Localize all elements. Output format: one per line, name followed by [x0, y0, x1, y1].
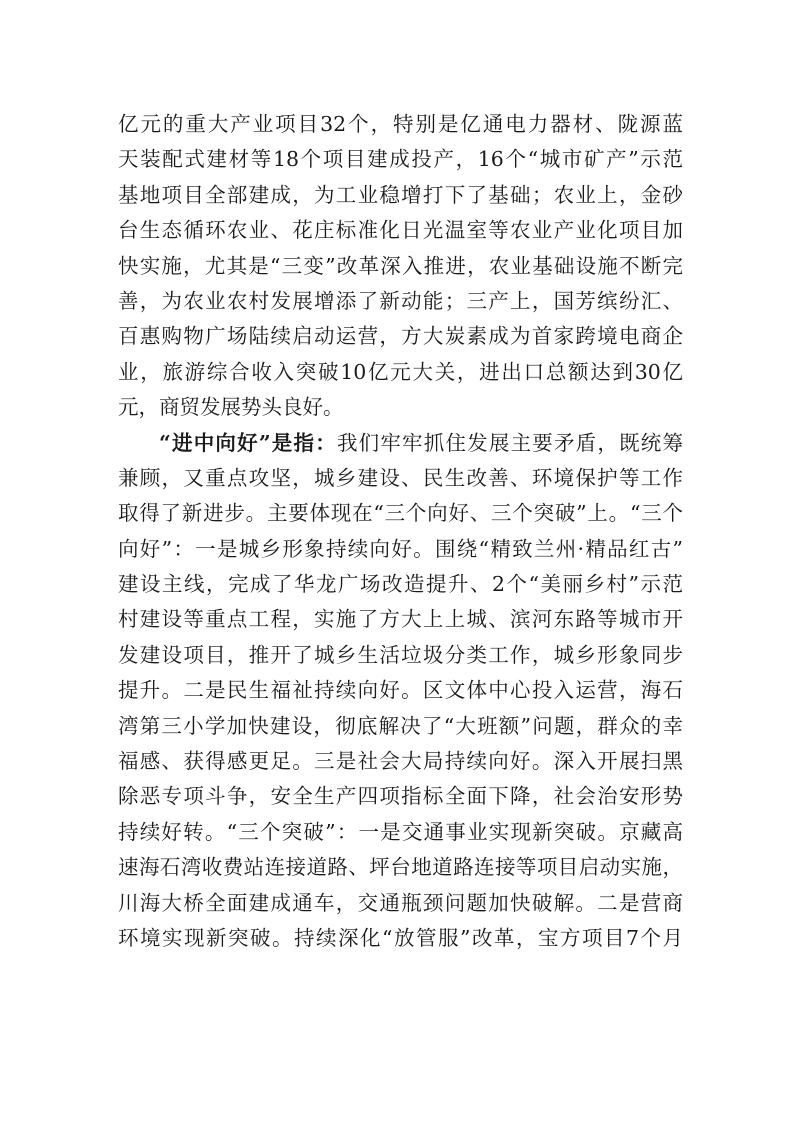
- paragraph-2-line-5: 建设主线，完成了华龙广场改造提升、2个“美丽乡村”示范: [118, 572, 683, 597]
- paragraph-2-line-4: 向好”：一是城乡形象持续向好。围绕“精致兰州·精品红古”: [118, 536, 683, 561]
- body-text: [118, 107, 683, 956]
- paragraph-2-line-3: 取得了新进步。主要体现在“三个向好、三个突破”上。“三个: [118, 501, 683, 526]
- paragraph-2-line-7: 发建设项目，推开了城乡生活垃圾分类工作，城乡形象同步: [118, 642, 683, 667]
- paragraph-1-line-6: 善，为农业农村发展增添了新动能；三产上，国芳缤纷汇、: [118, 288, 683, 313]
- paragraph-2-line-1-text: 我们牢牢抓住发展主要矛盾，既统筹: [336, 430, 683, 455]
- paragraph-2-line-12: 持续好转。“三个突破”：一是交通事业实现新突破。京藏高: [118, 819, 683, 844]
- paragraph-1-line-9: 元，商贸发展势头良好。: [118, 395, 344, 420]
- paragraph-1-line-1: 亿元的重大产业项目32个，特别是亿通电力器材、陇源蓝: [118, 112, 683, 136]
- paragraph-1-line-5: 快实施，尤其是“三变”改革深入推进，农业基础设施不断完: [118, 253, 683, 278]
- paragraph-2-line-6: 村建设等重点工程，实施了方大上上城、滨河东路等城市开: [118, 607, 683, 632]
- paragraph-1-line-3: 基地项目全部建成，为工业稳增打下了基础；农业上，金砂: [118, 182, 683, 207]
- paragraph-2-line-8: 提升。二是民生福祉持续向好。区文体中心投入运营，海石: [118, 678, 683, 703]
- paragraph-2-line-15: 环境实现新突破。持续深化“放管服”改革，宝方项目7个月: [118, 925, 683, 950]
- paragraph-2-line-1: [118, 426, 683, 461]
- paragraph-2-lead: “进中向好”是指：: [159, 430, 337, 455]
- paragraph-2-line-14: 川海大桥全面建成通车，交通瓶颈问题加快破解。二是营商: [118, 890, 683, 915]
- paragraph-1-line-4: 台生态循环农业、花庄标准化日光温室等农业产业化项目加: [118, 218, 683, 243]
- paragraph-1-line-7: 百惠购物广场陆续启动运营，方大炭素成为首家跨境电商企: [118, 324, 683, 349]
- paragraph-2-line-13: 速海石湾收费站连接道路、坪台地道路连接等项目启动实施，: [118, 855, 683, 880]
- paragraph-1-line-8: 业，旅游综合收入突破10亿元大关，进出口总额达到30亿: [118, 359, 683, 384]
- paragraph-2-line-9: 湾第三小学加快建设，彻底解决了“大班额”问题，群众的幸: [118, 713, 683, 738]
- paragraph-1-line-2: 天装配式建材等18个项目建成投产，16个“城市矿产”示范: [118, 147, 683, 172]
- paragraph-2-line-10: 福感、获得感更足。三是社会大局持续向好。深入开展扫黑: [118, 749, 683, 774]
- paragraph-2-line-2: 兼顾，又重点攻坚，城乡建设、民生改善、环境保护等工作: [118, 465, 683, 490]
- paragraph-2-line-11: 除恶专项斗争，安全生产四项指标全面下降，社会治安形势: [118, 784, 683, 809]
